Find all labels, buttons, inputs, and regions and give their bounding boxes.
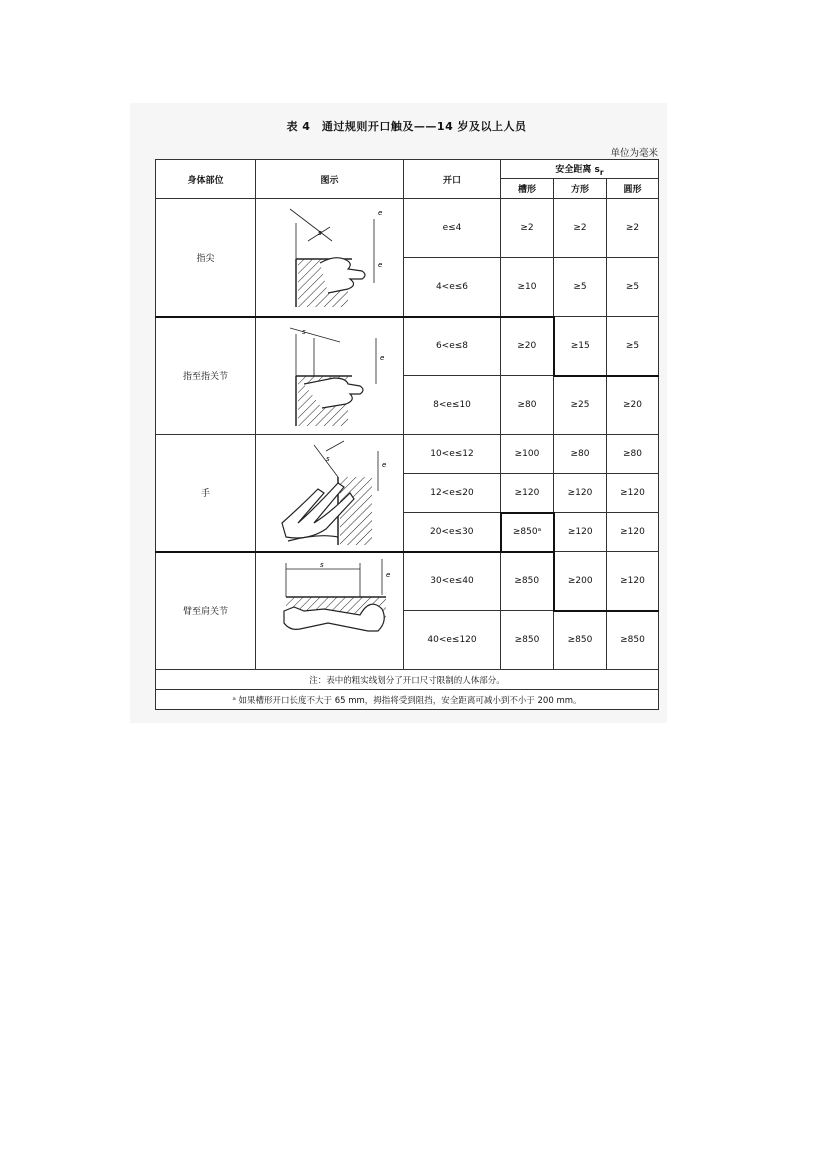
square-cell: ≥25 — [554, 376, 607, 435]
square-cell: ≥15 — [554, 317, 607, 376]
slot-cell: ≥100 — [501, 435, 554, 474]
table-note: 注：表中的粗实线划分了开口尺寸限制的人体部分。 — [156, 670, 659, 690]
svg-text:e: e — [377, 209, 382, 218]
slot-cell: ≥20 — [501, 317, 554, 376]
svg-text:s: s — [319, 560, 324, 569]
round-cell: ≥120 — [607, 474, 659, 513]
round-cell: ≥2 — [607, 199, 659, 258]
header-body-part: 身体部位 — [156, 160, 256, 199]
svg-text:s: s — [317, 229, 322, 238]
round-cell: ≥120 — [607, 552, 659, 611]
round-cell: ≥850 — [607, 611, 659, 670]
table-title: 表 4 通过规则开口触及——14 岁及以上人员 — [286, 120, 527, 133]
square-cell: ≥120 — [554, 513, 607, 552]
body-part-finger-to-knuckle: 指至指关节 — [156, 317, 256, 435]
opening-cell: 12<e≤20 — [404, 474, 501, 513]
finger-to-knuckle-diagram-icon — [256, 317, 404, 435]
fingertip-diagram-icon — [256, 199, 404, 317]
header-opening: 开口 — [404, 160, 501, 199]
opening-cell: 8<e≤10 — [404, 376, 501, 435]
opening-cell: 10<e≤12 — [404, 435, 501, 474]
opening-cell: e≤4 — [404, 199, 501, 258]
table-row — [156, 317, 659, 376]
svg-text:e: e — [381, 460, 386, 469]
slot-cell: ≥850 — [501, 552, 554, 611]
hand-diagram-icon — [256, 435, 404, 552]
arm-to-shoulder-diagram-icon — [256, 552, 404, 670]
slot-cell: ≥850 — [501, 611, 554, 670]
opening-cell: 4<e≤6 — [404, 258, 501, 317]
round-cell: ≥80 — [607, 435, 659, 474]
svg-text:s: s — [325, 454, 330, 463]
slot-cell: ≥10 — [501, 258, 554, 317]
square-cell: ≥200 — [554, 552, 607, 611]
header-safety-distance — [501, 160, 659, 179]
round-cell: ≥5 — [607, 258, 659, 317]
header-safety-distance-sub: r — [599, 167, 604, 177]
header-figure: 图示 — [256, 160, 404, 199]
header-slot: 槽形 — [501, 179, 554, 199]
square-cell: ≥120 — [554, 474, 607, 513]
slot-cell: ≥120 — [501, 474, 554, 513]
body-part-fingertip: 指尖 — [156, 199, 256, 317]
safety-distance-table — [155, 159, 659, 710]
slot-cell: ≥2 — [501, 199, 554, 258]
svg-text:e: e — [377, 261, 382, 270]
table-footnote: ᵃ 如果槽形开口长度不大于 65 mm，拇指将受到阻挡，安全距离可减小到不小于 200 mm。 — [156, 690, 659, 710]
body-part-arm-to-shoulder: 臂至肩关节 — [156, 552, 256, 670]
round-cell: ≥20 — [607, 376, 659, 435]
round-cell: ≥120 — [607, 513, 659, 552]
opening-cell: 6<e≤8 — [404, 317, 501, 376]
square-cell: ≥850 — [554, 611, 607, 670]
slot-cell: ≥80 — [501, 376, 554, 435]
svg-text:e: e — [379, 353, 384, 362]
header-round: 圆形 — [607, 179, 659, 199]
header-square: 方形 — [554, 179, 607, 199]
opening-cell: 20<e≤30 — [404, 513, 501, 552]
table-row — [156, 435, 659, 474]
square-cell: ≥5 — [554, 258, 607, 317]
body-part-hand: 手 — [156, 435, 256, 552]
svg-text:e: e — [385, 570, 390, 579]
slot-cell: ≥850ᵃ — [501, 513, 554, 552]
round-cell: ≥5 — [607, 317, 659, 376]
opening-cell: 30<e≤40 — [404, 552, 501, 611]
header-safety-distance-label: 安全距离 s — [555, 164, 600, 175]
square-cell: ≥2 — [554, 199, 607, 258]
svg-text:s: s — [301, 327, 306, 336]
table-row — [156, 199, 659, 258]
unit-note: 单位为毫米 — [610, 148, 658, 159]
table-row — [156, 552, 659, 611]
square-cell: ≥80 — [554, 435, 607, 474]
opening-cell: 40<e≤120 — [404, 611, 501, 670]
